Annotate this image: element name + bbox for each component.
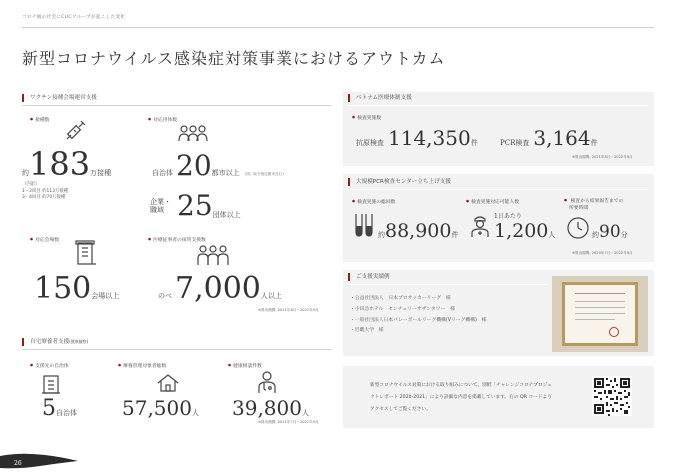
doses-figure [22,145,112,183]
brush-stroke-decoration [0,452,80,470]
vietnam-period-note: ※算出期間: 2021年8月〜2022年9月 [572,155,633,159]
pcr-center-section-rule [348,189,648,190]
staff-figure [158,271,282,306]
pcr-total-label: ● 検査実施の総回数 [352,198,395,205]
report-info-line: クトレポート 2020-2021」により詳細な内容を掲載しています。右の QR コードより [370,395,552,401]
orgs-label: ● 対応団体数 [148,116,177,123]
vietnam-label: ● 検査実施数 [352,114,381,121]
awards-section-heading: ご支援実績例 [348,273,390,281]
doses-breakdown [22,182,68,202]
building-icon [40,372,62,394]
orgs-muni-figure [152,149,286,182]
staff-value: 7,000 [175,271,261,306]
pcr-time-value: 90 [599,222,621,242]
pcr-label: PCR検査 [500,139,530,147]
consult-figure [232,398,309,418]
pcr-daily-unit: 人 [548,231,556,239]
pcr-time-label-2: 所要時間 [569,205,589,211]
doses-breakdown-title: （内訳） [22,182,40,187]
award-item: ・小田急ホテル センチュリーサザンタワー 様 [350,306,455,312]
test-tubes-icon [352,212,376,238]
home-heading-text: 自宅療養者支援 [30,339,70,345]
venues-label: ● 対応会場数 [30,236,59,243]
building-icon [74,240,98,266]
pcr-time-prefix: 約 [592,231,599,239]
home-section-rule [22,349,332,350]
pcr-center-section-heading: 大規模PCR検査センター立ち上げ支援 [348,178,451,186]
venues-unit: 会場以上 [91,292,120,300]
home-period-note: ※算出期間: 2021年7月〜2021年9月 [258,420,319,424]
certificate-frame [562,282,638,346]
doses-unit: 万接種 [90,169,112,177]
pcr-total-figure [378,222,458,241]
report-info-text [370,380,552,417]
vaccine-section-heading: ワクチン接種会場運営支援 [22,94,97,102]
pcr-unit: 件 [590,139,598,147]
pcr-total-unit: 件 [451,231,459,239]
report-info-line: アクセスしてご覧ください。 [370,407,431,413]
patients-label: ● 療養管理対象者総数 [118,362,166,369]
doses-label: ● 接種数 [30,116,49,123]
antigen-unit: 件 [470,139,478,147]
nurse-icon [470,214,490,238]
vietnam-section-heading: ベトナム医療体制支援 [348,94,412,102]
report-info-line: 新型コロナウイルス対策における取り組みについて、別紙「チャレンジコロナプロジェ [370,383,552,388]
doses-breakdown-1: 1・2回目 約113万接種 [22,188,69,194]
pcr-value: 3,164 [533,126,591,150]
staff-unit: 人以上 [260,292,282,300]
pcr-daily-label: ● 検査実施対応可能人数 [466,198,519,205]
certificate-paper [565,285,635,343]
certificate-photo [552,276,648,352]
consult-label: ● 健康相談件数 [228,362,262,369]
house-icon [156,374,180,392]
patients-figure [122,398,199,418]
orgs-corp-label-2: 職域 [150,206,164,214]
qr-code[interactable] [592,376,632,416]
vaccine-section-rule [22,105,332,106]
orgs-muni-note: （国、政令指定都市含む） [242,172,286,176]
running-head: コロナ禍の社会にCUCグループが起こした変化 [22,15,126,20]
orgs-muni-label: 自治体 [152,169,173,177]
staff-label: ● 医療従事者の採用支援数 [148,236,206,243]
orgs-corp-figure [150,189,241,222]
pcr-daily-value: 1,200 [494,220,549,242]
pcr-daily-figure [494,222,555,241]
page-number: 26 [14,460,22,467]
page-title: 新型コロナウイルス感染症対策事業におけるアウトカム [22,49,446,68]
antigen-value: 114,350 [388,126,471,150]
vaccine-period-note: ※算出期間: 2021年6月〜2022年9月 [258,308,319,312]
vietnam-section-rule [348,105,648,106]
awards-list [350,294,486,337]
consult-unit: 人 [301,409,309,417]
pcr-figure [500,128,598,148]
orgs-corp-unit: 団体以上 [212,211,241,219]
home-muni-figure [42,398,77,420]
patients-unit: 人 [191,409,199,417]
pcr-time-figure [592,224,628,241]
award-item: ・公益社団法人 日本プロサッカーリーグ 様 [350,296,451,301]
pcr-total-prefix: 約 [378,231,385,239]
orgs-muni-value: 20 [176,149,212,182]
orgs-muni-unit: 都市以上 [211,169,240,177]
home-section-heading [22,338,88,346]
clock-icon [566,216,590,240]
home-muni-unit: 自治体 [56,409,77,417]
pcr-center-period-note: ※算出期間: 2020年7月〜2022年9月 [572,251,633,255]
doses-prefix: 約 [22,169,29,177]
patients-value: 57,500 [122,396,192,420]
pcr-daily-prefix: 1日あたり [494,213,522,220]
staff-prefix: のべ [158,292,172,300]
pcr-time-label-1: 検査から結果報告までの [570,199,624,204]
antigen-label: 抗原検査 [356,139,384,147]
venues-value: 150 [34,271,92,306]
home-muni-label: ● 支援先の自治体 [30,362,69,369]
consult-value: 39,800 [232,396,302,420]
syringe-icon [64,120,90,142]
doses-breakdown-2: 3・4回目 約70万接種 [22,195,66,201]
people-group-icon [178,124,208,142]
orgs-corp-label [150,198,171,215]
venues-figure [34,271,120,306]
award-item: ・一般社団法人日本バレーボールリーグ機構(Vリーグ機構) 様 [350,317,487,323]
pcr-time-label [564,198,623,212]
orgs-corp-value: 25 [177,189,213,222]
home-heading-note: (健康観察) [69,339,89,344]
header-divider [22,27,654,28]
doctor-icon [256,370,278,394]
pcr-time-unit: 分 [620,231,628,239]
award-item: ・近畿大学 様 [350,328,384,334]
medical-staff-icon [196,244,230,266]
home-muni-value: 5 [42,396,56,421]
orgs-corp-label-1: 企業・ [150,197,171,206]
awards-section-rule [348,284,548,285]
antigen-figure [356,128,478,148]
pcr-total-value: 88,900 [385,220,452,242]
doses-value: 183 [29,145,91,183]
